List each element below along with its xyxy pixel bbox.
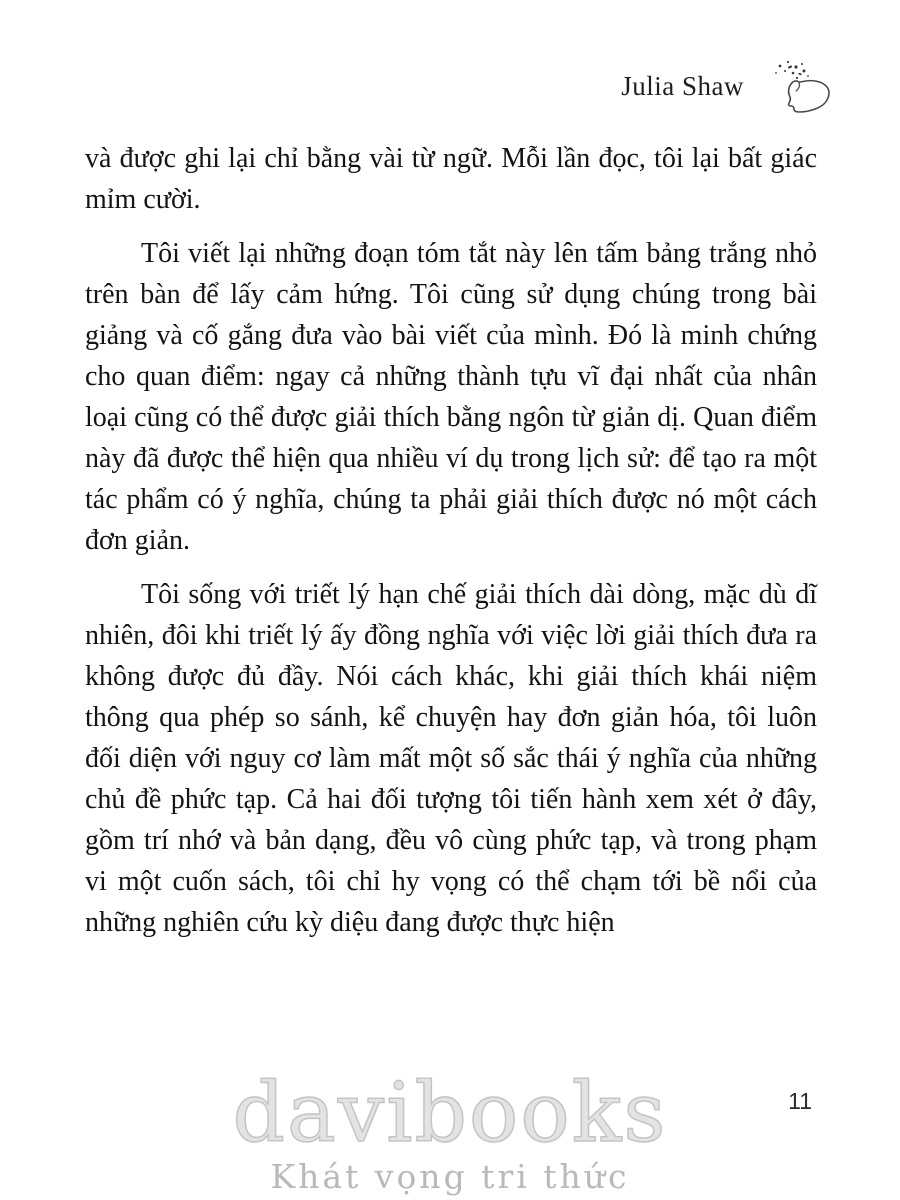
running-head-author: Julia Shaw bbox=[621, 70, 744, 101]
head-particles-icon bbox=[766, 58, 840, 114]
watermark-title: davibooks bbox=[232, 1066, 668, 1161]
watermark-subtitle: Khát vọng tri thức bbox=[270, 1157, 630, 1196]
paragraph: Tôi sống với triết lý hạn chế giải thích dài dòng, mặc dù dĩ nhiên, đôi khi triết lý ấy đồng nghĩa với việc lời giải thích đưa ra không được đủ đầy. Nói cách khác, khi giải thích khái niệm thông qua phép so sánh, kể chuyện hay đơn giản hóa, tôi luôn đối diện với nguy cơ làm mất một số sắc thái ý nghĩa của những chủ đề phức tạp. Cả hai đối tượng tôi tiến hành xem xét ở đây, gồm trí nhớ và bản dạng, đều vô cùng phức tạp, và trong phạm vi một cuốn sách, tôi chỉ hy vọng có thể chạm tới bề nổi của những nghiên cứu kỳ diệu đang được thực hiện bbox=[85, 579, 817, 938]
paragraph: Tôi viết lại những đoạn tóm tắt này lên tấm bảng trắng nhỏ trên bàn để lấy cảm hứng. Tôi cũng sử dụng chúng trong bài giảng và cố gắng đưa vào bài viết của mình. Đó là minh chứng cho quan điểm: ngay cả những thành tựu vĩ đại nhất của nhân loại cũng có thể được giải thích bằng ngôn từ giản dị. Quan điểm này đã được thể hiện qua nhiều ví dụ trong lịch sử: để tạo ra một tác phẩm có ý nghĩa, chúng ta phải giải thích được nó một cách đơn giản. bbox=[85, 238, 817, 556]
page-header bbox=[85, 58, 840, 114]
page-number: 11 bbox=[788, 1088, 812, 1114]
watermark bbox=[0, 1066, 900, 1196]
page-body bbox=[85, 138, 817, 956]
paragraph-continuation: và được ghi lại chỉ bằng vài từ ngữ. Mỗi lần đọc, tôi lại bất giác mỉm cười. bbox=[85, 143, 817, 215]
